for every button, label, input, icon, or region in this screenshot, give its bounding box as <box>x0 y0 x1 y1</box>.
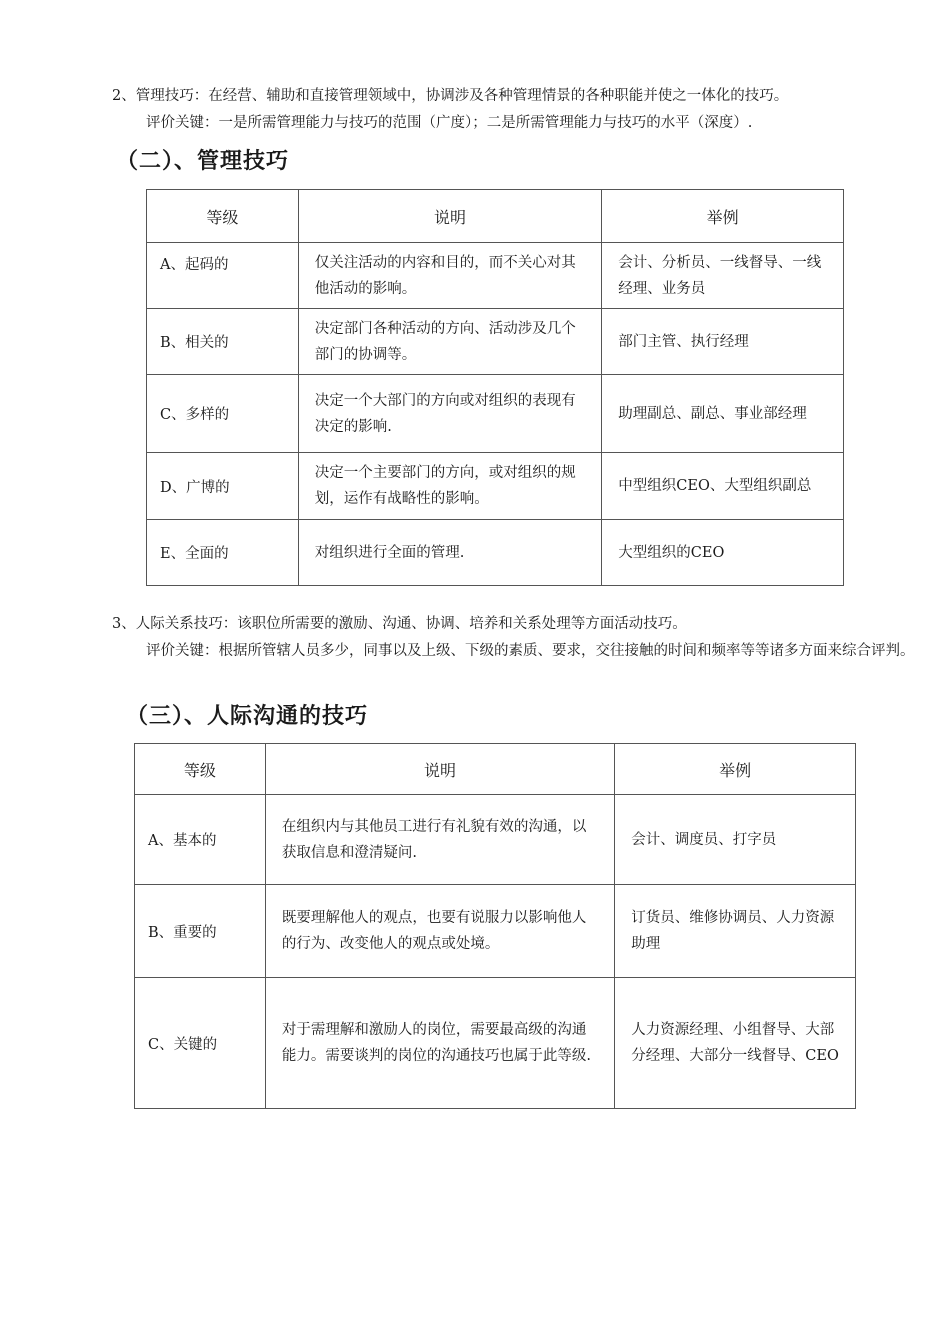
table-row <box>147 520 844 586</box>
management-skills-table <box>146 189 844 586</box>
example-cell: 人力资源经理、小组督导、大部分经理、大部分一线督导、CEO <box>615 978 856 1109</box>
table-row <box>147 375 844 453</box>
section3-intro: 3、人际关系技巧：该职位所需要的激励、沟通、协调、培养和关系处理等方面活动技巧。 <box>112 616 687 632</box>
interpersonal-skills-table <box>134 743 856 1109</box>
grade-cell: A、起码的 <box>147 243 299 309</box>
section3-heading: （三）、人际沟通的技巧 <box>126 704 369 729</box>
section2-criteria: 评价关键：一是所需管理能力与技巧的范围（广度）；二是所需管理能力与技巧的水平（深度）. <box>146 115 753 131</box>
table-row <box>135 795 856 885</box>
grade-cell: B、相关的 <box>147 309 299 375</box>
example-cell: 部门主管、执行经理 <box>602 309 844 375</box>
grade-cell: C、关键的 <box>135 978 266 1109</box>
grade-cell: C、多样的 <box>147 375 299 453</box>
example-cell: 会计、分析员、一线督导、一线经理、业务员 <box>602 243 844 309</box>
header-grade: 等级 <box>135 744 266 795</box>
table-row <box>147 453 844 520</box>
description-cell: 决定一个大部门的方向或对组织的表现有决定的影响. <box>298 375 602 453</box>
example-cell: 订货员、维修协调员、人力资源助理 <box>615 885 856 978</box>
header-description: 说明 <box>298 190 602 243</box>
grade-cell: A、基本的 <box>135 795 266 885</box>
grade-cell: D、广博的 <box>147 453 299 520</box>
description-cell: 对组织进行全面的管理. <box>298 520 602 586</box>
header-description: 说明 <box>265 744 614 795</box>
grade-cell: E、全面的 <box>147 520 299 586</box>
table-row <box>147 309 844 375</box>
description-cell: 在组织内与其他员工进行有礼貌有效的沟通，以获取信息和澄清疑问. <box>265 795 614 885</box>
example-cell: 会计、调度员、打字员 <box>615 795 856 885</box>
example-cell: 大型组织的CEO <box>602 520 844 586</box>
section2-heading: （二）、管理技巧 <box>116 149 290 174</box>
table-row <box>135 885 856 978</box>
section3-criteria: 评价关键：根据所管辖人员多少，同事以及上级、下级的素质、要求，交往接触的时间和频率等等诸多方面来综合评判。 <box>146 643 915 659</box>
description-cell: 对于需理解和激励人的岗位，需要最高级的沟通能力。需要谈判的岗位的沟通技巧也属于此等级. <box>265 978 614 1109</box>
table-row <box>135 978 856 1109</box>
description-cell: 仅关注活动的内容和目的，而不关心对其他活动的影响。 <box>298 243 602 309</box>
header-example: 举例 <box>602 190 844 243</box>
table-row <box>147 243 844 309</box>
description-cell: 决定一个主要部门的方向，或对组织的规划，运作有战略性的影响。 <box>298 453 602 520</box>
section2-intro: 2、管理技巧：在经营、辅助和直接管理领域中，协调涉及各种管理情景的各种职能并使之一体化的技巧。 <box>112 88 789 104</box>
table-header-row <box>147 190 844 243</box>
table-header-row <box>135 744 856 795</box>
header-example: 举例 <box>615 744 856 795</box>
example-cell: 中型组织CEO、大型组织副总 <box>602 453 844 520</box>
example-cell: 助理副总、副总、事业部经理 <box>602 375 844 453</box>
description-cell: 既要理解他人的观点，也要有说服力以影响他人的行为、改变他人的观点或处境。 <box>265 885 614 978</box>
grade-cell: B、重要的 <box>135 885 266 978</box>
header-grade: 等级 <box>147 190 299 243</box>
description-cell: 决定部门各种活动的方向、活动涉及几个部门的协调等。 <box>298 309 602 375</box>
